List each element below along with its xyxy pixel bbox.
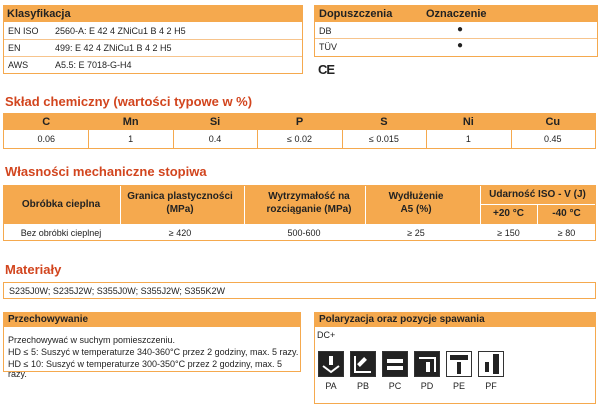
- przech-line-0: Przechowywać w suchym pomieszczeniu.: [8, 335, 176, 345]
- position-pb-label: PB: [356, 381, 369, 391]
- sklad-value-4: ≤ 0.015: [368, 134, 399, 144]
- sklad-header-6: Cu: [545, 116, 561, 128]
- materialy-text: S235J0W; S235J2W; S355J0W; S355J2W; S355K2W: [9, 286, 225, 296]
- sklad-header-4: S: [380, 116, 388, 128]
- dopuszczenie-tuv-mark: ●: [457, 40, 464, 51]
- sklad-value-6: 0.45: [544, 134, 562, 144]
- position-pc-icon: [382, 351, 408, 377]
- sklad-header-2: Si: [209, 116, 221, 128]
- klasyfikacja-val-1: 499: E 42 4 ZNiCu1 B 4 2 H5: [55, 43, 172, 53]
- materialy-title: Materiały: [5, 262, 62, 277]
- sklad-value-5: 1: [465, 134, 471, 144]
- sklad-header-1: Mn: [122, 116, 139, 128]
- position-pd-icon: [414, 351, 440, 377]
- klasyfikacja-val-2: A5.5: E 7018-G-H4: [55, 60, 132, 70]
- position-pa-icon: [318, 351, 344, 377]
- header-obrobka: Obróbka cieplna: [21, 199, 101, 210]
- header-wytrz: Wytrzymałość na rozciąganie (MPa): [266, 191, 352, 215]
- position-pf-icon: [478, 351, 504, 377]
- position-pc-label: PC: [388, 381, 402, 391]
- klasyfikacja-box: [3, 5, 303, 74]
- header-udarnosc: Udarność ISO - V (J): [489, 189, 586, 200]
- przechowywanie-box: [3, 312, 301, 379]
- sklad-value-3: ≤ 0.02: [287, 134, 312, 144]
- row-wytrz: 500-600: [287, 228, 321, 238]
- dopuszczenie-db: DB: [319, 26, 332, 36]
- polaryzacja-title: Polaryzacja oraz pozycje spawania: [315, 313, 595, 327]
- przech-line-1: HD ≤ 5: Suszyć w temperaturze 340-360°C przez 2 godziny, max. 5 razy.: [8, 347, 299, 357]
- header-granica: Granica plastyczności (MPa): [127, 191, 233, 215]
- position-pb-icon: [350, 351, 376, 377]
- sklad-title: Skład chemiczny (wartości typowe w %): [5, 94, 253, 109]
- header-t2: -40 °C: [552, 208, 581, 219]
- klasyfikacja-title: Klasyfikacja: [4, 6, 302, 22]
- dopuszczenia-box: [314, 5, 598, 57]
- row-obrobka: Bez obróbki cieplnej: [20, 228, 102, 238]
- klasyfikacja-std-2: AWS: [8, 60, 29, 70]
- klasyfikacja-val-0: 2560-A: E 42 4 ZNiCu1 B 4 2 H5: [55, 26, 186, 36]
- sklad-header-5: Ni: [462, 116, 474, 128]
- position-pe-icon: [446, 351, 472, 377]
- position-pd-label: PD: [420, 381, 434, 391]
- row-granica: ≥ 420: [168, 228, 192, 238]
- sklad-header-3: P: [295, 116, 304, 128]
- przech-line-2: HD ≤ 10: Suszyć w temperaturze 300-350°C przez 2 godziny, max. 5 razy.: [8, 359, 282, 379]
- row-t1: ≥ 150: [497, 228, 520, 238]
- wlasnosci-table: [3, 185, 596, 241]
- wlasnosci-title: Własności mechaniczne stopiwa: [5, 164, 207, 179]
- dopuszczenie-tuv: TÜV: [319, 42, 337, 52]
- sklad-table: [3, 113, 596, 149]
- polaryzacja-current: DC+: [317, 330, 336, 340]
- row-t2: ≥ 80: [557, 228, 576, 238]
- position-pa-label: PA: [325, 381, 337, 391]
- sklad-value-2: 0.4: [208, 134, 222, 144]
- klasyfikacja-std-1: EN: [8, 43, 21, 53]
- row-wydl: ≥ 25: [407, 228, 425, 238]
- klasyfikacja-std-0: EN ISO: [8, 26, 39, 36]
- position-pf-label: PF: [485, 381, 497, 391]
- sklad-value-1: 1: [128, 134, 134, 144]
- header-t1: +20 °C: [493, 208, 524, 219]
- dopuszczenia-title: Dopuszczenia: [319, 8, 393, 20]
- sklad-header-0: C: [42, 116, 51, 128]
- przechowywanie-title: Przechowywanie: [4, 313, 300, 327]
- header-wydl: Wydłużenie A5 (%): [388, 191, 444, 215]
- ce-mark: CE: [318, 62, 335, 77]
- materialy-box: [3, 282, 596, 299]
- oznaczenie-header: Oznaczenie: [426, 8, 487, 20]
- position-pe-label: PE: [452, 381, 465, 391]
- dopuszczenie-db-mark: ●: [457, 24, 464, 35]
- sklad-value-0: 0.06: [37, 134, 55, 144]
